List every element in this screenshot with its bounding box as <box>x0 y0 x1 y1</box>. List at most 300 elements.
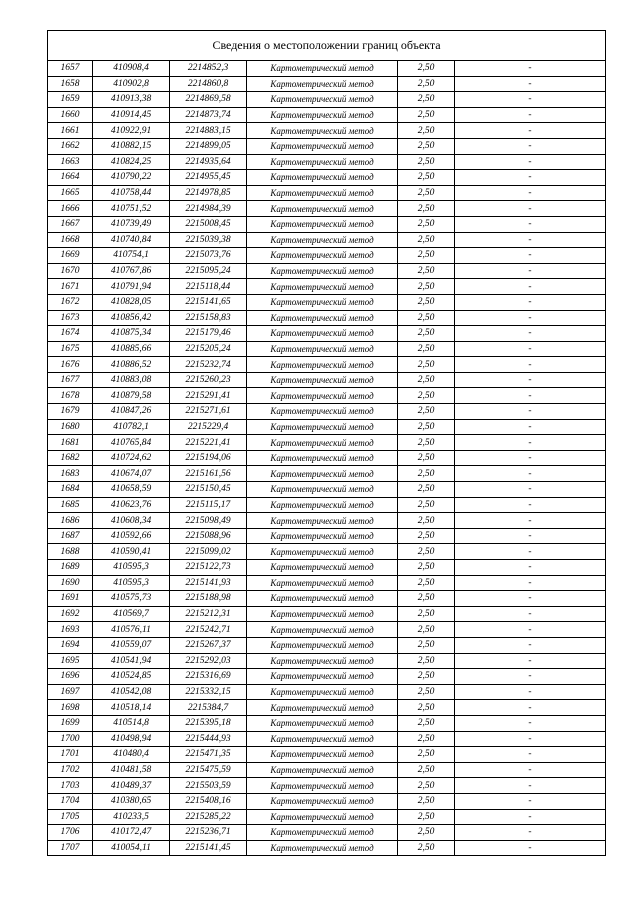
x-coordinate-cell: 410489,37 <box>93 778 170 794</box>
description-cell: - <box>455 669 606 685</box>
y-coordinate-cell: 2215444,93 <box>170 731 247 747</box>
method-cell: Картометрический метод <box>247 201 398 217</box>
table-row <box>48 715 606 731</box>
y-coordinate-cell: 2215503,59 <box>170 778 247 794</box>
table-row <box>48 61 606 77</box>
accuracy-cell: 2,50 <box>398 232 455 248</box>
description-cell: - <box>455 419 606 435</box>
point-number-cell: 1659 <box>48 92 93 108</box>
accuracy-cell: 2,50 <box>398 263 455 279</box>
description-cell: - <box>455 825 606 841</box>
y-coordinate-cell: 2215221,41 <box>170 435 247 451</box>
point-number-cell: 1677 <box>48 372 93 388</box>
document-sheet <box>47 30 606 856</box>
point-number-cell: 1658 <box>48 76 93 92</box>
y-coordinate-cell: 2214955,45 <box>170 170 247 186</box>
x-coordinate-cell: 410875,34 <box>93 326 170 342</box>
accuracy-cell: 2,50 <box>398 840 455 856</box>
y-coordinate-cell: 2215088,96 <box>170 528 247 544</box>
table-row <box>48 606 606 622</box>
method-cell: Картометрический метод <box>247 61 398 77</box>
x-coordinate-cell: 410518,14 <box>93 700 170 716</box>
x-coordinate-cell: 410498,94 <box>93 731 170 747</box>
x-coordinate-cell: 410514,8 <box>93 715 170 731</box>
y-coordinate-cell: 2215099,02 <box>170 544 247 560</box>
method-cell: Картометрический метод <box>247 419 398 435</box>
table-row <box>48 419 606 435</box>
y-coordinate-cell: 2215212,31 <box>170 606 247 622</box>
method-cell: Картометрический метод <box>247 154 398 170</box>
table-body <box>48 61 606 856</box>
accuracy-cell: 2,50 <box>398 622 455 638</box>
description-cell: - <box>455 840 606 856</box>
method-cell: Картометрический метод <box>247 372 398 388</box>
point-number-cell: 1687 <box>48 528 93 544</box>
description-cell: - <box>455 793 606 809</box>
description-cell: - <box>455 450 606 466</box>
table-row <box>48 840 606 856</box>
description-cell: - <box>455 76 606 92</box>
accuracy-cell: 2,50 <box>398 61 455 77</box>
y-coordinate-cell: 2215260,23 <box>170 372 247 388</box>
x-coordinate-cell: 410569,7 <box>93 606 170 622</box>
accuracy-cell: 2,50 <box>398 544 455 560</box>
table-row <box>48 232 606 248</box>
accuracy-cell: 2,50 <box>398 450 455 466</box>
y-coordinate-cell: 2215141,45 <box>170 840 247 856</box>
method-cell: Картометрический метод <box>247 762 398 778</box>
point-number-cell: 1676 <box>48 357 93 373</box>
point-number-cell: 1682 <box>48 450 93 466</box>
method-cell: Картометрический метод <box>247 637 398 653</box>
y-coordinate-cell: 2215267,37 <box>170 637 247 653</box>
table-row <box>48 248 606 264</box>
table-row <box>48 435 606 451</box>
table-row <box>48 326 606 342</box>
description-cell: - <box>455 107 606 123</box>
accuracy-cell: 2,50 <box>398 700 455 716</box>
description-cell: - <box>455 372 606 388</box>
y-coordinate-cell: 2215236,71 <box>170 825 247 841</box>
y-coordinate-cell: 2215471,35 <box>170 747 247 763</box>
y-coordinate-cell: 2215232,74 <box>170 357 247 373</box>
point-number-cell: 1663 <box>48 154 93 170</box>
method-cell: Картометрический метод <box>247 684 398 700</box>
x-coordinate-cell: 410590,41 <box>93 544 170 560</box>
x-coordinate-cell: 410608,34 <box>93 513 170 529</box>
x-coordinate-cell: 410592,66 <box>93 528 170 544</box>
y-coordinate-cell: 2214978,85 <box>170 185 247 201</box>
point-number-cell: 1689 <box>48 560 93 576</box>
point-number-cell: 1679 <box>48 404 93 420</box>
point-number-cell: 1675 <box>48 341 93 357</box>
method-cell: Картометрический метод <box>247 357 398 373</box>
x-coordinate-cell: 410172,47 <box>93 825 170 841</box>
accuracy-cell: 2,50 <box>398 684 455 700</box>
table-row <box>48 560 606 576</box>
accuracy-cell: 2,50 <box>398 435 455 451</box>
point-number-cell: 1705 <box>48 809 93 825</box>
accuracy-cell: 2,50 <box>398 185 455 201</box>
table-row <box>48 170 606 186</box>
y-coordinate-cell: 2215395,18 <box>170 715 247 731</box>
method-cell: Картометрический метод <box>247 731 398 747</box>
accuracy-cell: 2,50 <box>398 528 455 544</box>
method-cell: Картометрический метод <box>247 497 398 513</box>
method-cell: Картометрический метод <box>247 528 398 544</box>
accuracy-cell: 2,50 <box>398 310 455 326</box>
y-coordinate-cell: 2214883,15 <box>170 123 247 139</box>
y-coordinate-cell: 2215229,4 <box>170 419 247 435</box>
accuracy-cell: 2,50 <box>398 170 455 186</box>
accuracy-cell: 2,50 <box>398 154 455 170</box>
accuracy-cell: 2,50 <box>398 606 455 622</box>
x-coordinate-cell: 410541,94 <box>93 653 170 669</box>
point-number-cell: 1704 <box>48 793 93 809</box>
x-coordinate-cell: 410791,94 <box>93 279 170 295</box>
x-coordinate-cell: 410380,65 <box>93 793 170 809</box>
accuracy-cell: 2,50 <box>398 357 455 373</box>
method-cell: Картометрический метод <box>247 294 398 310</box>
description-cell: - <box>455 123 606 139</box>
method-cell: Картометрический метод <box>247 840 398 856</box>
description-cell: - <box>455 435 606 451</box>
x-coordinate-cell: 410751,52 <box>93 201 170 217</box>
accuracy-cell: 2,50 <box>398 388 455 404</box>
description-cell: - <box>455 61 606 77</box>
method-cell: Картометрический метод <box>247 107 398 123</box>
method-cell: Картометрический метод <box>247 793 398 809</box>
method-cell: Картометрический метод <box>247 248 398 264</box>
method-cell: Картометрический метод <box>247 669 398 685</box>
x-coordinate-cell: 410724,62 <box>93 450 170 466</box>
table-row <box>48 216 606 232</box>
x-coordinate-cell: 410595,3 <box>93 575 170 591</box>
table-row <box>48 92 606 108</box>
point-number-cell: 1665 <box>48 185 93 201</box>
x-coordinate-cell: 410739,49 <box>93 216 170 232</box>
description-cell: - <box>455 294 606 310</box>
y-coordinate-cell: 2214984,39 <box>170 201 247 217</box>
point-number-cell: 1693 <box>48 622 93 638</box>
accuracy-cell: 2,50 <box>398 216 455 232</box>
x-coordinate-cell: 410782,1 <box>93 419 170 435</box>
y-coordinate-cell: 2215179,46 <box>170 326 247 342</box>
accuracy-cell: 2,50 <box>398 575 455 591</box>
accuracy-cell: 2,50 <box>398 279 455 295</box>
y-coordinate-cell: 2215384,7 <box>170 700 247 716</box>
table-row <box>48 762 606 778</box>
table-row <box>48 294 606 310</box>
table-row <box>48 372 606 388</box>
table-row <box>48 747 606 763</box>
description-cell: - <box>455 560 606 576</box>
method-cell: Картометрический метод <box>247 92 398 108</box>
method-cell: Картометрический метод <box>247 216 398 232</box>
accuracy-cell: 2,50 <box>398 793 455 809</box>
x-coordinate-cell: 410879,58 <box>93 388 170 404</box>
description-cell: - <box>455 778 606 794</box>
y-coordinate-cell: 2214899,05 <box>170 138 247 154</box>
y-coordinate-cell: 2215073,76 <box>170 248 247 264</box>
description-cell: - <box>455 575 606 591</box>
x-coordinate-cell: 410913,38 <box>93 92 170 108</box>
accuracy-cell: 2,50 <box>398 560 455 576</box>
table-row <box>48 653 606 669</box>
description-cell: - <box>455 513 606 529</box>
accuracy-cell: 2,50 <box>398 341 455 357</box>
description-cell: - <box>455 482 606 498</box>
method-cell: Картометрический метод <box>247 700 398 716</box>
table-row <box>48 778 606 794</box>
x-coordinate-cell: 410914,45 <box>93 107 170 123</box>
accuracy-cell: 2,50 <box>398 372 455 388</box>
description-cell: - <box>455 497 606 513</box>
table-row <box>48 123 606 139</box>
accuracy-cell: 2,50 <box>398 669 455 685</box>
description-cell: - <box>455 466 606 482</box>
table-row <box>48 450 606 466</box>
x-coordinate-cell: 410882,15 <box>93 138 170 154</box>
x-coordinate-cell: 410481,58 <box>93 762 170 778</box>
method-cell: Картометрический метод <box>247 123 398 139</box>
table-row <box>48 154 606 170</box>
accuracy-cell: 2,50 <box>398 637 455 653</box>
point-number-cell: 1670 <box>48 263 93 279</box>
table-row <box>48 185 606 201</box>
accuracy-cell: 2,50 <box>398 513 455 529</box>
description-cell: - <box>455 232 606 248</box>
method-cell: Картометрический метод <box>247 591 398 607</box>
description-cell: - <box>455 653 606 669</box>
table-row <box>48 310 606 326</box>
method-cell: Картометрический метод <box>247 653 398 669</box>
method-cell: Картометрический метод <box>247 279 398 295</box>
x-coordinate-cell: 410908,4 <box>93 61 170 77</box>
table-row <box>48 544 606 560</box>
method-cell: Картометрический метод <box>247 388 398 404</box>
x-coordinate-cell: 410740,84 <box>93 232 170 248</box>
point-number-cell: 1699 <box>48 715 93 731</box>
x-coordinate-cell: 410886,52 <box>93 357 170 373</box>
method-cell: Картометрический метод <box>247 76 398 92</box>
description-cell: - <box>455 279 606 295</box>
table-row <box>48 528 606 544</box>
method-cell: Картометрический метод <box>247 825 398 841</box>
description-cell: - <box>455 170 606 186</box>
description-cell: - <box>455 404 606 420</box>
y-coordinate-cell: 2214860,8 <box>170 76 247 92</box>
x-coordinate-cell: 410233,5 <box>93 809 170 825</box>
accuracy-cell: 2,50 <box>398 482 455 498</box>
table-row <box>48 731 606 747</box>
point-number-cell: 1706 <box>48 825 93 841</box>
point-number-cell: 1686 <box>48 513 93 529</box>
accuracy-cell: 2,50 <box>398 591 455 607</box>
accuracy-cell: 2,50 <box>398 294 455 310</box>
point-number-cell: 1692 <box>48 606 93 622</box>
point-number-cell: 1664 <box>48 170 93 186</box>
y-coordinate-cell: 2215408,16 <box>170 793 247 809</box>
x-coordinate-cell: 410902,8 <box>93 76 170 92</box>
y-coordinate-cell: 2215291,41 <box>170 388 247 404</box>
y-coordinate-cell: 2215205,24 <box>170 341 247 357</box>
table-row <box>48 622 606 638</box>
table-row <box>48 575 606 591</box>
accuracy-cell: 2,50 <box>398 107 455 123</box>
description-cell: - <box>455 637 606 653</box>
table-row <box>48 404 606 420</box>
y-coordinate-cell: 2215161,56 <box>170 466 247 482</box>
accuracy-cell: 2,50 <box>398 715 455 731</box>
description-cell: - <box>455 684 606 700</box>
y-coordinate-cell: 2215332,15 <box>170 684 247 700</box>
y-coordinate-cell: 2215285,22 <box>170 809 247 825</box>
table-row <box>48 700 606 716</box>
accuracy-cell: 2,50 <box>398 466 455 482</box>
table-row <box>48 138 606 154</box>
description-cell: - <box>455 715 606 731</box>
point-number-cell: 1674 <box>48 326 93 342</box>
description-cell: - <box>455 731 606 747</box>
x-coordinate-cell: 410524,85 <box>93 669 170 685</box>
description-cell: - <box>455 201 606 217</box>
method-cell: Картометрический метод <box>247 435 398 451</box>
point-number-cell: 1695 <box>48 653 93 669</box>
point-number-cell: 1691 <box>48 591 93 607</box>
y-coordinate-cell: 2215271,61 <box>170 404 247 420</box>
description-cell: - <box>455 357 606 373</box>
accuracy-cell: 2,50 <box>398 123 455 139</box>
method-cell: Картометрический метод <box>247 326 398 342</box>
accuracy-cell: 2,50 <box>398 138 455 154</box>
description-cell: - <box>455 185 606 201</box>
x-coordinate-cell: 410883,08 <box>93 372 170 388</box>
x-coordinate-cell: 410824,25 <box>93 154 170 170</box>
y-coordinate-cell: 2215150,45 <box>170 482 247 498</box>
y-coordinate-cell: 2215316,69 <box>170 669 247 685</box>
description-cell: - <box>455 528 606 544</box>
table-row <box>48 793 606 809</box>
x-coordinate-cell: 410765,84 <box>93 435 170 451</box>
table-row <box>48 466 606 482</box>
accuracy-cell: 2,50 <box>398 778 455 794</box>
point-number-cell: 1671 <box>48 279 93 295</box>
point-number-cell: 1697 <box>48 684 93 700</box>
table-row <box>48 497 606 513</box>
x-coordinate-cell: 410575,73 <box>93 591 170 607</box>
method-cell: Картометрический метод <box>247 170 398 186</box>
description-cell: - <box>455 544 606 560</box>
boundary-points-table <box>47 60 606 856</box>
table-row <box>48 513 606 529</box>
accuracy-cell: 2,50 <box>398 809 455 825</box>
point-number-cell: 1702 <box>48 762 93 778</box>
description-cell: - <box>455 326 606 342</box>
table-row <box>48 263 606 279</box>
method-cell: Картометрический метод <box>247 513 398 529</box>
y-coordinate-cell: 2215188,98 <box>170 591 247 607</box>
table-row <box>48 279 606 295</box>
accuracy-cell: 2,50 <box>398 419 455 435</box>
description-cell: - <box>455 341 606 357</box>
point-number-cell: 1669 <box>48 248 93 264</box>
accuracy-cell: 2,50 <box>398 731 455 747</box>
method-cell: Картометрический метод <box>247 466 398 482</box>
point-number-cell: 1694 <box>48 637 93 653</box>
method-cell: Картометрический метод <box>247 747 398 763</box>
y-coordinate-cell: 2214869,58 <box>170 92 247 108</box>
x-coordinate-cell: 410856,42 <box>93 310 170 326</box>
y-coordinate-cell: 2215095,24 <box>170 263 247 279</box>
method-cell: Картометрический метод <box>247 809 398 825</box>
x-coordinate-cell: 410595,3 <box>93 560 170 576</box>
description-cell: - <box>455 809 606 825</box>
y-coordinate-cell: 2215118,44 <box>170 279 247 295</box>
point-number-cell: 1690 <box>48 575 93 591</box>
document-title: Сведения о местоположении границ объекта <box>47 30 606 60</box>
table-row <box>48 107 606 123</box>
x-coordinate-cell: 410623,76 <box>93 497 170 513</box>
point-number-cell: 1698 <box>48 700 93 716</box>
accuracy-cell: 2,50 <box>398 747 455 763</box>
x-coordinate-cell: 410480,4 <box>93 747 170 763</box>
description-cell: - <box>455 747 606 763</box>
description-cell: - <box>455 700 606 716</box>
accuracy-cell: 2,50 <box>398 653 455 669</box>
y-coordinate-cell: 2215039,38 <box>170 232 247 248</box>
point-number-cell: 1688 <box>48 544 93 560</box>
x-coordinate-cell: 410885,66 <box>93 341 170 357</box>
table-row <box>48 388 606 404</box>
y-coordinate-cell: 2214935,64 <box>170 154 247 170</box>
point-number-cell: 1680 <box>48 419 93 435</box>
point-number-cell: 1667 <box>48 216 93 232</box>
description-cell: - <box>455 154 606 170</box>
point-number-cell: 1703 <box>48 778 93 794</box>
point-number-cell: 1660 <box>48 107 93 123</box>
method-cell: Картометрический метод <box>247 310 398 326</box>
y-coordinate-cell: 2215475,59 <box>170 762 247 778</box>
point-number-cell: 1707 <box>48 840 93 856</box>
method-cell: Картометрический метод <box>247 622 398 638</box>
point-number-cell: 1662 <box>48 138 93 154</box>
table-row <box>48 357 606 373</box>
y-coordinate-cell: 2215141,65 <box>170 294 247 310</box>
point-number-cell: 1681 <box>48 435 93 451</box>
accuracy-cell: 2,50 <box>398 76 455 92</box>
description-cell: - <box>455 92 606 108</box>
x-coordinate-cell: 410754,1 <box>93 248 170 264</box>
method-cell: Картометрический метод <box>247 263 398 279</box>
y-coordinate-cell: 2215115,17 <box>170 497 247 513</box>
table-row <box>48 482 606 498</box>
x-coordinate-cell: 410847,26 <box>93 404 170 420</box>
point-number-cell: 1672 <box>48 294 93 310</box>
method-cell: Картометрический метод <box>247 544 398 560</box>
description-cell: - <box>455 606 606 622</box>
method-cell: Картометрический метод <box>247 138 398 154</box>
description-cell: - <box>455 310 606 326</box>
accuracy-cell: 2,50 <box>398 497 455 513</box>
method-cell: Картометрический метод <box>247 606 398 622</box>
description-cell: - <box>455 622 606 638</box>
point-number-cell: 1685 <box>48 497 93 513</box>
point-number-cell: 1683 <box>48 466 93 482</box>
accuracy-cell: 2,50 <box>398 248 455 264</box>
method-cell: Картометрический метод <box>247 778 398 794</box>
table-row <box>48 76 606 92</box>
